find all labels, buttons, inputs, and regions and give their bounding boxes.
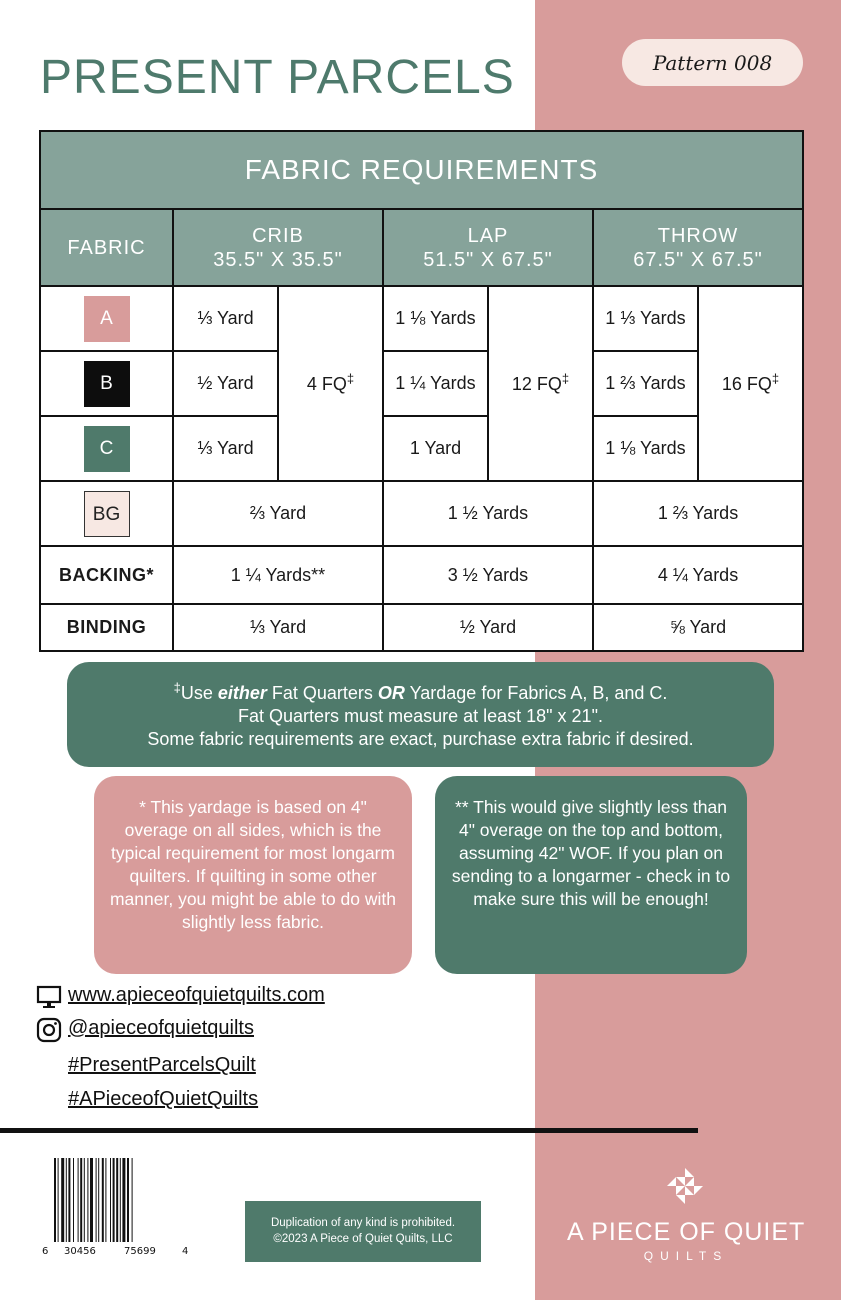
fabric-label-cell [40,351,173,416]
pinwheel-logo-icon [665,1166,705,1206]
backing-footnote: * This yardage is based on 4" overage on all sides, which is the typical requirement for most longarm quilters. If quilting in some other manner, you might be able to do with slightly less fabric. [94,776,412,974]
fabric-requirements-table [39,130,804,652]
fabric-b-swatch: B [84,361,130,407]
lap-fat-quarter-cell: 12 FQ‡ [488,286,593,481]
table-row-fabric-a [40,286,803,351]
hashtag-present-parcels[interactable]: #PresentParcelsQuilt [68,1054,256,1076]
crib-yardage-cell: ⅓ Yard [173,416,278,481]
table-row-backing [40,546,803,604]
barcode-digit-first: 6 [42,1246,49,1257]
barcode-digit-last: 4 [182,1246,189,1257]
throw-yardage-cell: 1 ⅛ Yards [593,416,698,481]
lap-yardage-cell: 3 ½ Yards [383,546,593,604]
fabric-a-swatch: A [84,296,130,342]
fat-quarter-note [67,662,774,767]
throw-yardage-cell: 1 ⅓ Yards [593,286,698,351]
fabric-column-header: FABRIC [40,209,173,286]
instagram-link[interactable]: @apieceofquietquilts [68,1017,254,1039]
size-name: LAP [467,224,509,247]
copyright-notice [245,1201,481,1262]
table-title: FABRIC REQUIREMENTS [40,131,803,209]
size-dimensions: 35.5" X 35.5" [213,248,343,271]
barcode-image [54,1158,176,1242]
fabric-label-cell [40,481,173,546]
barcode-digits-group-1: 30456 [64,1246,96,1257]
throw-yardage-cell: ⅝ Yard [593,604,803,651]
lap-yardage-cell: 1 Yard [383,416,488,481]
throw-yardage-cell: 1 ⅔ Yards [593,351,698,416]
instagram-icon [36,1017,62,1043]
crib-backing-footnote: ** This would give slightly less than 4" overage on the top and bottom, assuming 42" WOF. If you plan on sending to a longarmer - check in to make sure this will be enough! [435,776,747,974]
binding-label: BINDING [40,604,173,651]
duplication-text: Duplication of any kind is prohibited. [270,1217,456,1229]
size-dimensions: 67.5" X 67.5" [633,248,763,271]
table-row-fabric-b [40,351,803,416]
crib-yardage-cell: ⅔ Yard [173,481,383,546]
divider-line [0,1128,698,1133]
lap-yardage-cell: 1 ½ Yards [383,481,593,546]
barcode-digits-group-2: 75699 [124,1246,156,1257]
copyright-text: ©2023 A Piece of Quiet Quilts, LLC [273,1233,453,1245]
backing-label: BACKING* [40,546,173,604]
throw-fat-quarter-cell: 16 FQ‡ [698,286,803,481]
fabric-bg-swatch: BG [84,491,130,537]
crib-yardage-cell: ⅓ Yard [173,286,278,351]
size-dimensions: 51.5" X 67.5" [423,248,553,271]
crib-fat-quarter-cell: 4 FQ‡ [278,286,383,481]
lap-yardage-cell: 1 ¼ Yards [383,351,488,416]
fabric-label-cell [40,416,173,481]
note-line-1: ‡Use either Fat Quarters OR Yardage for Fabrics A, B, and C. [173,680,668,703]
lap-yardage-cell: ½ Yard [383,604,593,651]
fabric-label-cell [40,286,173,351]
lap-column-header [383,209,593,286]
table-row-background [40,481,803,546]
size-name: CRIB [252,224,304,247]
lap-yardage-cell: 1 ⅛ Yards [383,286,488,351]
table-row-binding [40,604,803,651]
throw-yardage-cell: 4 ¼ Yards [593,546,803,604]
crib-yardage-cell: ½ Yard [173,351,278,416]
pattern-number-badge: Pattern 008 [622,39,803,86]
monitor-icon [36,985,62,1009]
throw-column-header [593,209,803,286]
website-link[interactable]: www.apieceofquietquilts.com [68,984,325,1006]
crib-column-header [173,209,383,286]
note-line-3: Some fabric requirements are exact, purchase extra fabric if desired. [147,729,694,749]
note-line-2: Fat Quarters must measure at least 18" x 21". [238,706,603,726]
brand-subtitle: QUILTS [643,1249,729,1263]
page-title: PRESENT PARCELS [40,51,515,104]
size-name: THROW [657,224,739,247]
crib-yardage-cell: ⅓ Yard [173,604,383,651]
brand-name: A PIECE OF QUIET [567,1218,806,1246]
crib-yardage-cell: 1 ¼ Yards** [173,546,383,604]
hashtag-a-piece-of-quiet[interactable]: #APieceofQuietQuilts [68,1088,259,1110]
table-row-fabric-c [40,416,803,481]
throw-yardage-cell: 1 ⅔ Yards [593,481,803,546]
fabric-c-swatch: C [84,426,130,472]
